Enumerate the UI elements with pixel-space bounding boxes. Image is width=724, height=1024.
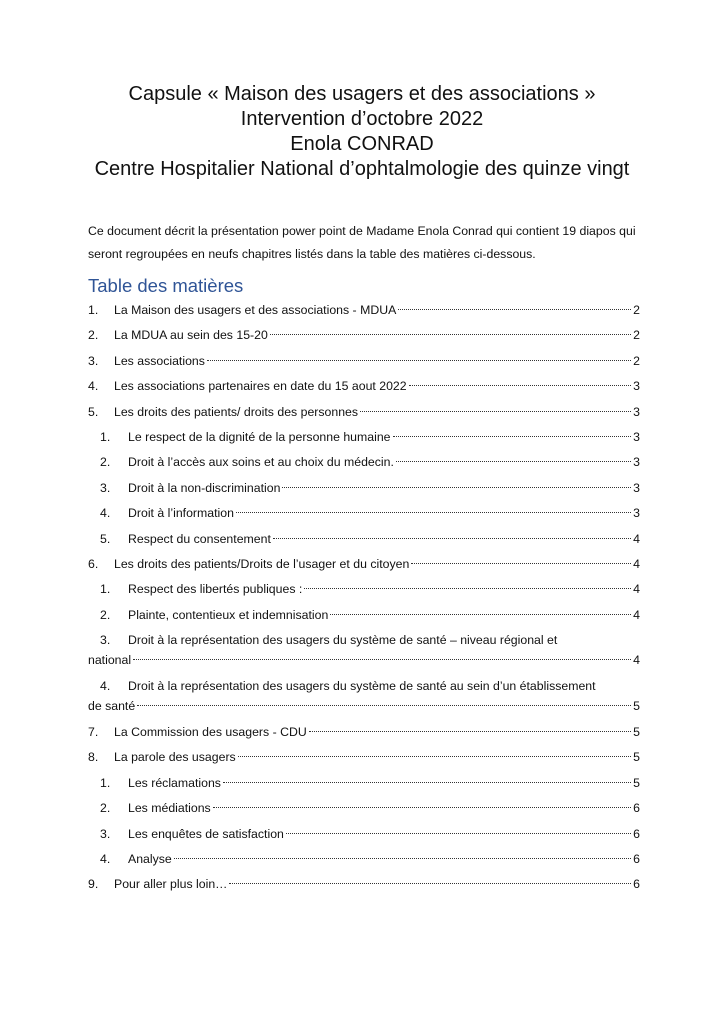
toc-entry-title: Droit à la non-discrimination (128, 480, 281, 495)
toc-entry-number: 4. (88, 379, 99, 394)
toc-entry[interactable] (88, 300, 640, 325)
title-line-institution: Centre Hospitalier National d’ophtalmologie des quinze vingt (94, 158, 630, 180)
toc-entry-title: Les associations partenaires en date du 15 aout 2022 (114, 379, 407, 394)
toc-entry-number: 2. (100, 801, 111, 816)
toc-entry-title: Droit à l’accès aux soins et au choix du médecin. (128, 455, 394, 470)
title-line-speaker: Enola CONRAD (290, 133, 434, 155)
toc-entry-page: 2 (633, 353, 640, 368)
toc-entry-number: 1. (100, 775, 111, 790)
dot-leader (213, 807, 631, 808)
toc-heading: Table des matières (88, 275, 244, 296)
dot-leader (411, 563, 631, 564)
toc-entry-page: 3 (633, 379, 640, 394)
toc-entry-title: Pour aller plus loin… (114, 877, 228, 892)
toc-entry-number: 2. (100, 455, 111, 470)
toc-entry-title: Les médiations (128, 801, 211, 816)
toc-entry-number: 2. (88, 328, 99, 343)
toc-subentry[interactable] (88, 630, 640, 676)
toc-entry-number: 7. (88, 725, 99, 740)
toc-subentry[interactable] (88, 798, 640, 823)
toc-entry-page: 5 (633, 775, 640, 790)
toc-entry-page: 4 (633, 607, 640, 622)
toc-entry-page: 3 (633, 480, 640, 495)
toc-entry-number: 2. (100, 607, 111, 622)
dot-leader (409, 385, 632, 386)
toc-entry-number: 9. (88, 877, 99, 892)
toc-entry-page: 4 (633, 653, 640, 668)
dot-leader (133, 659, 631, 660)
toc-entry-number: 1. (88, 303, 99, 317)
toc-subentry[interactable] (88, 529, 640, 554)
toc-entry-number: 4. (100, 852, 111, 867)
toc-entry[interactable] (88, 747, 640, 772)
toc-entry-page: 5 (633, 750, 640, 765)
intro-paragraph: Ce document décrit la présentation power point de Madame Enola Conrad qui contient 19 diapos qui seront regroupées en neufs chapitres listés dans la table des matières ci-dessous. (88, 224, 636, 261)
toc-entry-number: 1. (100, 582, 111, 597)
toc-entry-title: Respect du consentement (128, 531, 271, 546)
toc-subentry[interactable] (88, 478, 640, 503)
toc-entry-number: 5. (100, 531, 111, 546)
toc-entry-page: 2 (633, 303, 640, 317)
toc-entry[interactable] (88, 402, 640, 427)
toc-entry-title: Droit à la représentation des usagers du système de santé – niveau régional et (128, 633, 558, 648)
toc-entry-number: 3. (100, 633, 111, 648)
toc-entry-title: Les associations (114, 353, 205, 368)
toc-entry[interactable] (88, 376, 640, 401)
toc-entry-number: 8. (88, 750, 99, 765)
toc-entry-page: 3 (633, 506, 640, 521)
toc-entry-number: 4. (100, 679, 111, 694)
dot-leader (174, 858, 631, 859)
dot-leader (398, 309, 631, 310)
toc-subentry[interactable] (88, 676, 640, 722)
toc-entry-title: Les droits des patients/Droits de l’usager et du citoyen (114, 556, 410, 571)
dot-leader (137, 705, 631, 706)
dot-leader (270, 334, 631, 335)
toc-entry-number: 4. (100, 506, 111, 521)
toc-entry-page: 4 (633, 556, 640, 571)
toc-entry-title: Droit à l’information (128, 506, 234, 521)
toc-entry[interactable] (88, 325, 640, 350)
toc-entry[interactable] (88, 722, 640, 747)
dot-leader (223, 782, 631, 783)
toc-entry-page: 6 (633, 801, 640, 816)
dot-leader (236, 512, 631, 513)
toc-subentry[interactable] (88, 452, 640, 477)
toc-entry-number: 6. (88, 556, 99, 571)
toc-entry-title-continued: national (88, 653, 132, 668)
dot-leader (360, 411, 631, 412)
toc-subentry[interactable] (88, 579, 640, 604)
toc-entry-number: 1. (100, 429, 111, 444)
dot-leader (304, 588, 631, 589)
toc-entry-page: 6 (633, 877, 640, 892)
toc-entry-title: Respect des libertés publiques : (128, 582, 303, 597)
title-line-intervention: Intervention d’octobre 2022 (240, 108, 484, 130)
toc-subentry[interactable] (88, 503, 640, 528)
toc-entry-title-continued: de santé (88, 699, 136, 714)
toc-entry-page: 3 (633, 455, 640, 470)
toc-entry-title: La parole des usagers (114, 750, 236, 765)
toc-entry-page: 5 (633, 725, 640, 740)
dot-leader (207, 360, 631, 361)
toc-entry-page: 6 (633, 852, 640, 867)
toc-entry-page: 4 (633, 531, 640, 546)
toc-entry-title: Les réclamations (128, 775, 221, 790)
toc-entry-page: 2 (633, 328, 640, 343)
toc-subentry[interactable] (88, 427, 640, 452)
toc-subentry[interactable] (88, 773, 640, 798)
toc-entry-page: 4 (633, 582, 640, 597)
toc-entry-title: Droit à la représentation des usagers du système de santé au sein d’un établissement (128, 679, 596, 694)
toc-entry-number: 3. (88, 353, 99, 368)
table-of-contents (88, 300, 640, 900)
toc-subentry[interactable] (88, 605, 640, 630)
toc-subentry[interactable] (88, 849, 640, 874)
dot-leader (282, 487, 631, 488)
toc-entry-title: Les droits des patients/ droits des personnes (114, 404, 359, 419)
dot-leader (229, 883, 631, 884)
toc-entry-title: Plainte, contentieux et indemnisation (128, 607, 329, 622)
dot-leader (273, 538, 631, 539)
title-line-capsule: Capsule « Maison des usagers et des associations » (128, 83, 596, 105)
toc-entry-page: 6 (633, 826, 640, 841)
dot-leader (309, 731, 631, 732)
toc-entry-page: 5 (633, 699, 640, 714)
toc-entry[interactable] (88, 874, 640, 899)
toc-entry-title: Analyse (128, 852, 172, 867)
dot-leader (396, 461, 631, 462)
toc-entry-page: 3 (633, 404, 640, 419)
toc-entry-title: La MDUA au sein des 15-20 (114, 328, 268, 343)
toc-entry-title: Le respect de la dignité de la personne humaine (128, 429, 391, 444)
toc-entry-number: 3. (100, 480, 111, 495)
toc-entry-number: 3. (100, 826, 111, 841)
toc-entry-title: La Maison des usagers et des associations - MDUA (114, 303, 397, 317)
toc-entry[interactable] (88, 351, 640, 376)
toc-subentry[interactable] (88, 824, 640, 849)
document-title (0, 82, 724, 182)
dot-leader (286, 833, 631, 834)
toc-entry-page: 3 (633, 429, 640, 444)
toc-entry-title: La Commission des usagers - CDU (114, 725, 307, 740)
toc-entry-title: Les enquêtes de satisfaction (128, 826, 284, 841)
dot-leader (238, 756, 631, 757)
dot-leader (330, 614, 631, 615)
toc-entry-number: 5. (88, 404, 99, 419)
dot-leader (393, 436, 632, 437)
toc-entry[interactable] (88, 554, 640, 579)
